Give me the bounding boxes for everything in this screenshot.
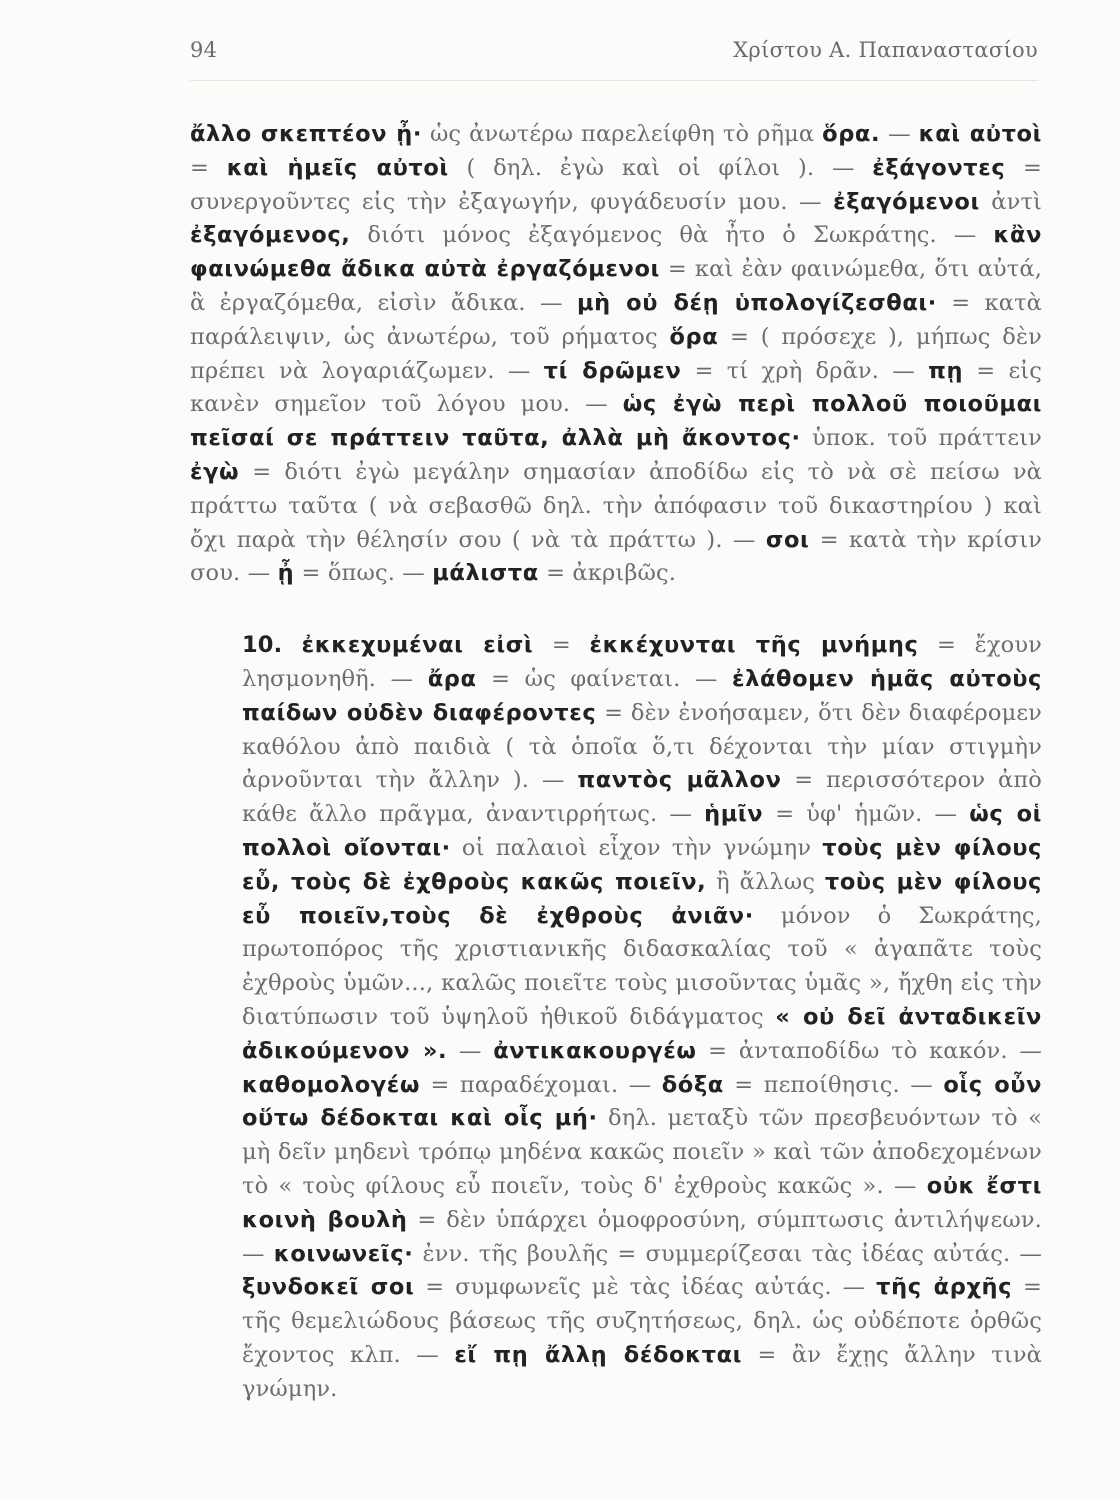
gloss-text: = δὲν ὑπάρχει ὁμοφροσύνη, σύμπτωσις ἀντιλήψεων. — [242,1206,1042,1267]
lemma: ὡς ἐγὼ περὶ πολλοῦ ποιοῦμαι πεῖσαί σε πράττειν ταῦτα, ἀλλὰ μὴ ἄκοντος· [190,391,1042,452]
lemma: ἡμῖν [704,801,764,828]
gloss-text: = ἂν ἔχῃς ἄλλην τινὰ γνώμην. [242,1341,1042,1402]
gloss-text: = πεποίθησις. — [723,1071,944,1098]
section-number: 10. [242,632,302,659]
lemma: οἷς οὖν οὕτω δέδοκται καὶ οἷς μή· [242,1071,1042,1132]
lemma: ξυνδοκεῖ σοι [242,1274,415,1301]
gloss-text: — [880,121,919,147]
lemma: μὴ οὐ δέῃ ὑπολογίζεσθαι· [576,289,937,316]
gloss-text: ὑποκ. τοῦ πράττειν [800,425,1042,452]
lemma: σοι [765,526,810,553]
gloss-text: = κατὰ παράλειψιν, ὡς ἀνωτέρω, τοῦ ρήματος [190,289,1043,350]
running-header [190,38,1038,62]
gloss-text: = τῆς θεμελιώδους βάσεως τῆς συζητήσεως, δηλ. ὡς οὐδέποτε ὀρθῶς ἔχοντος κλπ. — [242,1274,1042,1368]
gloss-text: οἱ παλαιοὶ εἶχον τὴν γνώμην [450,834,823,861]
gloss-text: = συνεργοῦντες εἰς τὴν ἐξαγωγήν, φυγάδευσίν μου. — [190,154,1043,215]
gloss-text: = παραδέχομαι. — [420,1071,662,1098]
lemma: « οὐ δεῖ ἀνταδικεῖν ἀδικούμενον ». [242,1003,1042,1064]
gloss-text: δηλ. μεταξὺ τῶν πρεσβευόντων τὸ « μὴ δεῖν μηδενὶ τρόπῳ μηδένα κακῶς ποιεῖν » καὶ τῶν ἀποδεχομένων τὸ « τοὺς φίλους εὖ ποιεῖν, τοὺς δ' ἐχθροὺς κακῶς ». — [242,1105,1042,1199]
lemma: ἐκκεχυμέναι εἰσὶ [301,632,534,659]
lemma: τῆς ἀρχῆς [876,1274,1013,1301]
commentary-paragraph-10 [190,629,1042,1406]
running-title: Χρίστου Α. Παπαναστασίου [733,38,1038,62]
lemma: ὅρα [669,323,719,350]
gloss-text: = ἔχουν λησμονηθῆ. — [242,632,1043,692]
gloss-text: μόνον ὁ Σωκράτης, πρωτοπόρος τῆς χριστιανικῆς διδασκαλίας τοῦ « ἀγαπᾶτε τοὺς ἐχθροὺς ὑμῶν..., καλῶς ποιεῖτε τοὺς μισοῦντας ὑμᾶς », ἤχθη εἰς τὴν διατύπωσιν τοῦ ὑψηλοῦ ἠθικοῦ διδάγματος [242,902,1042,1030]
lemma: κοινωνεῖς· [273,1240,414,1267]
lemma: ἄλλο σκεπτέον ᾖ· [190,121,422,147]
lemma: ἐξάγοντες [872,154,1006,181]
gloss-text: = ( πρόσεχε ), μήπως δὲν πρέπει νὰ λογαριάζωμεν. — [190,323,1043,384]
lemma: ἐκκέχυνται τῆς μνήμης [589,632,919,659]
gloss-text: = [533,632,590,659]
gloss-text: ἐνν. τῆς βουλῆς = συμμερίζεσαι τὰς ἰδέας αὐτάς. — [413,1240,1043,1267]
lemma: παντὸς μᾶλλον [577,767,782,794]
lemma: τοὺς μὲν φίλους εὖ ποιεῖν,τοὺς δὲ ἐχθροὺς ἀνιᾶν· [242,868,1042,929]
page-number: 94 [190,38,218,62]
gloss-text: = εἰς κανὲν σημεῖον τοῦ λόγου μου. — [190,357,1042,418]
lemma: οὐκ ἔστι κοινὴ βουλὴ [242,1172,1042,1233]
lemma: ἐξαγόμενοι [833,188,980,215]
lemma: ἀντικακουργέω [493,1037,697,1064]
gloss-text: ( δηλ. ἐγὼ καὶ οἱ φίλοι ). — [448,154,873,181]
gloss-text: = καὶ ἐὰν φαινώμεθα, ὅτι αὐτά, ἃ ἐργαζόμεθα, εἰσὶν ἄδικα. — [190,256,1043,316]
gloss-text: διότι μόνος ἐξαγόμενος θὰ ἦτο ὁ Σωκράτης. — [350,222,994,249]
lemma: καὶ ἡμεῖς αὐτοὶ [226,154,449,181]
lemma: ὡς οἱ πολλοὶ οἴονται· [242,801,1043,861]
lemma: ἐγὼ [190,458,240,485]
commentary-body [190,118,1042,1406]
lemma: ἄρα [427,665,477,692]
gloss-text: = ἀνταποδίδω τὸ κακόν. — [696,1037,1043,1064]
lemma: πῃ [928,357,964,384]
lemma: μάλιστα [432,560,539,587]
lemma: καθομολογέω [242,1071,421,1098]
gloss-text: — [447,1037,494,1064]
lemma: ὅρα. [822,121,881,147]
gloss-text: ἀντὶ [979,188,1043,215]
gloss-text: ὡς ἀνωτέρω παρελείφθη τὸ ρῆμα [422,121,823,147]
gloss-text: = διότι ἐγὼ μεγάλην σημασίαν ἀποδίδω εἰς τὸ νὰ σὲ πείσω νὰ πράττω ταῦτα ( νὰ σεβασθῶ δηλ. τὴν ἀπόφασιν τοῦ δικαστηρίου ) καὶ ὄχι παρὰ τὴν θέλησίν σου ( νὰ τὰ πράττω ). — [190,458,1042,553]
gloss-text: = περισσότερον ἀπὸ κάθε ἄλλο πρᾶγμα, ἀναντιρρήτως. — [242,767,1042,828]
gloss-text: = συμφωνεῖς μὲ τὰς ἰδέας αὐτάς. — [414,1274,877,1301]
lemma: ἐλάθομεν ἡμᾶς αὐτοὺς παίδων οὐδὲν διαφέροντες [242,665,1042,726]
lemma: τοὺς μὲν φίλους εὖ, τοὺς δὲ ἐχθροὺς κακῶς ποιεῖν, [242,834,1042,895]
gloss-text: = ἀκριβῶς. [538,560,677,587]
gloss-text: = ὡς φαίνεται. — [476,665,733,692]
gloss-text: = δὲν ἐνοήσαμεν, ὅτι δὲν διαφέρομεν καθόλου ἀπὸ παιδιὰ ( τὰ ὁποῖα ὅ,τι δέχονται τὴν μίαν στιγμὴν ἀρνοῦνται τὴν ἄλλην ). — [242,699,1042,794]
gloss-text: = ὅπως. — [294,560,433,587]
lemma: δόξα [661,1071,724,1098]
header-rule [190,80,1038,81]
gloss-text: = κατὰ τὴν κρίσιν σου. — [190,526,1042,587]
gloss-text: = τί χρὴ δρᾶν. — [681,357,929,384]
lemma: καὶ αὐτοὶ [918,121,1042,147]
lemma: κἂν φαινώμεθα ἄδικα αὐτὰ ἐργαζόμενοι [190,222,1042,283]
gloss-text: = [190,154,227,181]
lemma: εἴ πῃ ἄλλῃ δέδοκται [454,1341,743,1368]
gloss-text: = ὑφ' ἡμῶν. — [763,801,970,828]
lemma: ἐξαγόμενος, [190,222,351,249]
lemma: τί δρῶμεν [543,357,682,384]
gloss-text: ἢ ἄλλως [706,868,825,895]
lemma: ᾖ [277,560,295,587]
commentary-paragraph [190,118,1042,591]
